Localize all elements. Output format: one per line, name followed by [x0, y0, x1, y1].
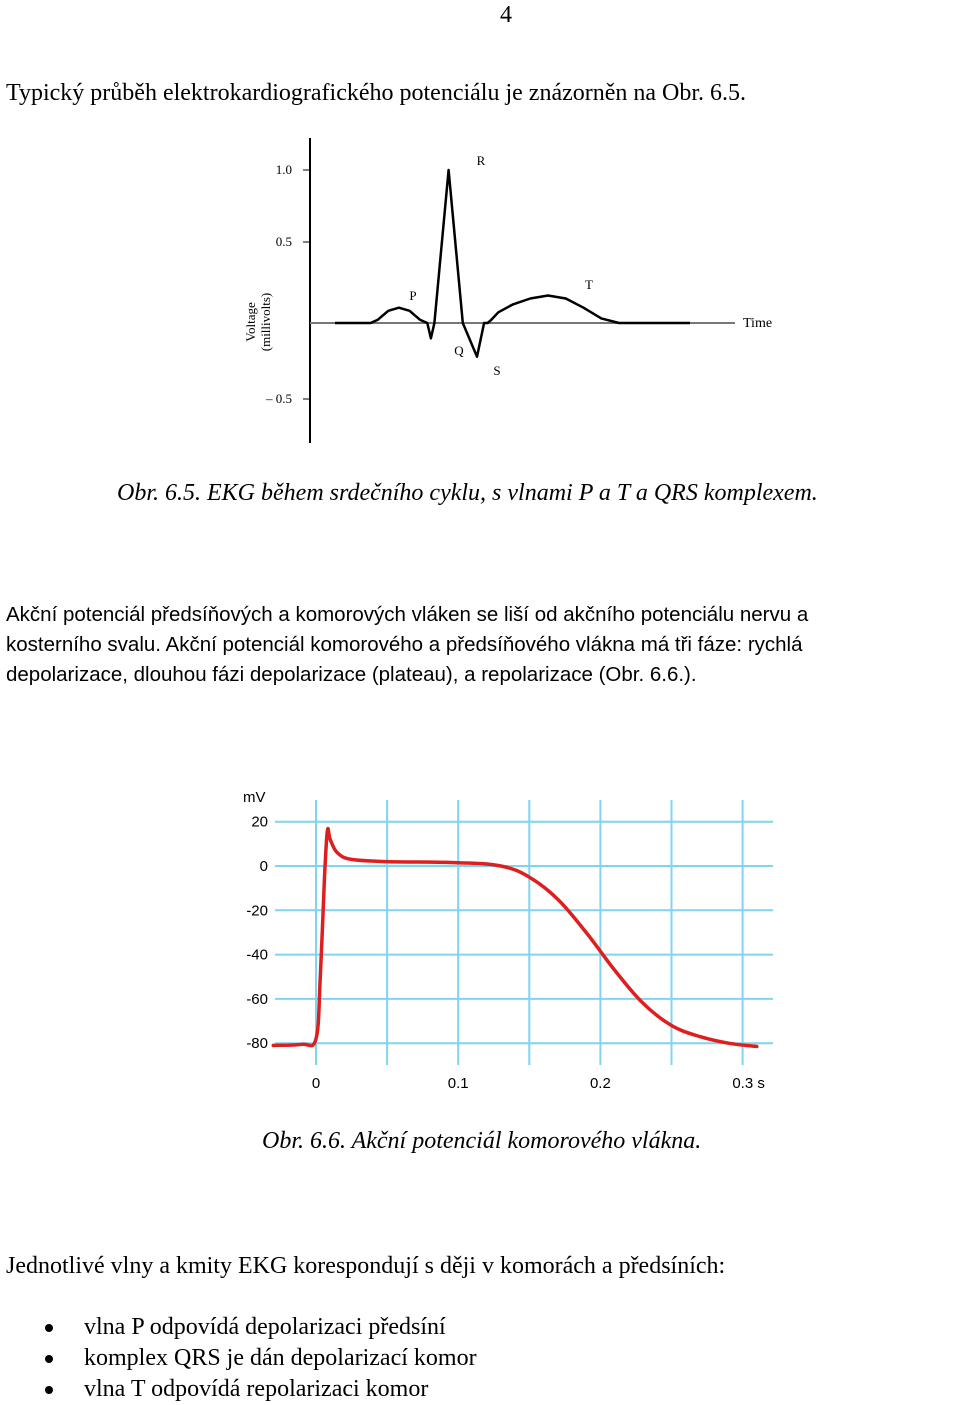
ecg-figure: [0, 0, 960, 460]
figure2-caption: Obr. 6.6. Akční potenciál komorového vlákna.: [262, 1128, 702, 1154]
wave-list: [0, 1312, 477, 1405]
ap-y-ticks: [246, 814, 268, 1052]
page-number: 4: [500, 2, 512, 28]
ecg-label-p: P: [409, 288, 417, 303]
ecg-label-t: T: [585, 277, 593, 292]
paragraph-line: Akční potenciál předsíňových a komorových vláken se liší od akčního potenciálu nervu a: [6, 603, 809, 626]
paragraph-line: depolarizace, dlouhou fázi depolarizace (plateau), a repolarizace (Obr. 6.6.).: [6, 663, 697, 686]
list-item: [0, 1374, 477, 1405]
ap-y-tick-label: -60: [246, 990, 268, 1008]
list-item: [0, 1312, 477, 1343]
bullet-icon: [45, 1324, 53, 1332]
ap-trace: [273, 829, 757, 1047]
ap-y-tick-label: 0: [259, 858, 268, 875]
ecg-label-r: R: [476, 153, 486, 168]
list-item-text: vlna P odpovídá depolarizaci předsíní: [84, 1314, 446, 1340]
ap-grid: [275, 800, 773, 1065]
ecg-y-tick-label: – 0.5: [266, 391, 292, 406]
ecg-label-s: S: [493, 363, 501, 378]
intro-paragraph: Typický průběh elektrokardiografického potenciálu je znázorněn na Obr. 6.5.: [6, 80, 747, 106]
bullet-icon: [45, 1386, 53, 1394]
ecg-trace: [335, 170, 690, 357]
list-item-text: vlna T odpovídá repolarizaci komor: [84, 1376, 429, 1402]
ap-y-tick-label: 20: [251, 813, 268, 831]
list-item-text: komplex QRS je dán depolarizací komor: [84, 1345, 477, 1371]
paragraph-waves: Jednotlivé vlny a kmity EKG korespondují s ději v komorách a předsíních:: [6, 1253, 726, 1279]
list-item: [0, 1343, 477, 1374]
ap-x-ticks: [312, 1075, 765, 1092]
ap-y-tick-label: -20: [246, 902, 268, 920]
ap-x-tick-label: 0.3 s: [732, 1075, 765, 1092]
ap-x-tick-label: 0.2: [589, 1075, 611, 1092]
ap-x-tick-label: 0: [311, 1075, 321, 1092]
ecg-label-q: Q: [454, 343, 464, 358]
bullet-icon: [45, 1355, 53, 1363]
ap-y-tick-label: -40: [246, 946, 268, 964]
ap-y-unit-label: mV: [243, 789, 266, 806]
ecg-y-tick-label: 1.0: [275, 162, 292, 177]
ecg-y-axis-label: Voltage: [243, 302, 258, 342]
ap-x-tick-label: 0.1: [447, 1075, 469, 1092]
figure1-caption: Obr. 6.5. EKG během srdečního cyklu, s vlnami P a T a QRS komplexem.: [117, 480, 818, 506]
paragraph-action-potential: [6, 600, 808, 690]
action-potential-figure: [0, 770, 960, 1100]
paragraph-line: kosterního svalu. Akční potenciál komorového a předsíňového vlákna má tři fáze: rychlá: [6, 633, 803, 656]
ecg-x-axis-label: Time: [743, 316, 773, 331]
ap-y-tick-label: -80: [246, 1035, 268, 1053]
ecg-y-axis-label: (millivolts): [258, 292, 273, 352]
ecg-y-tick-label: 0.5: [275, 234, 292, 249]
